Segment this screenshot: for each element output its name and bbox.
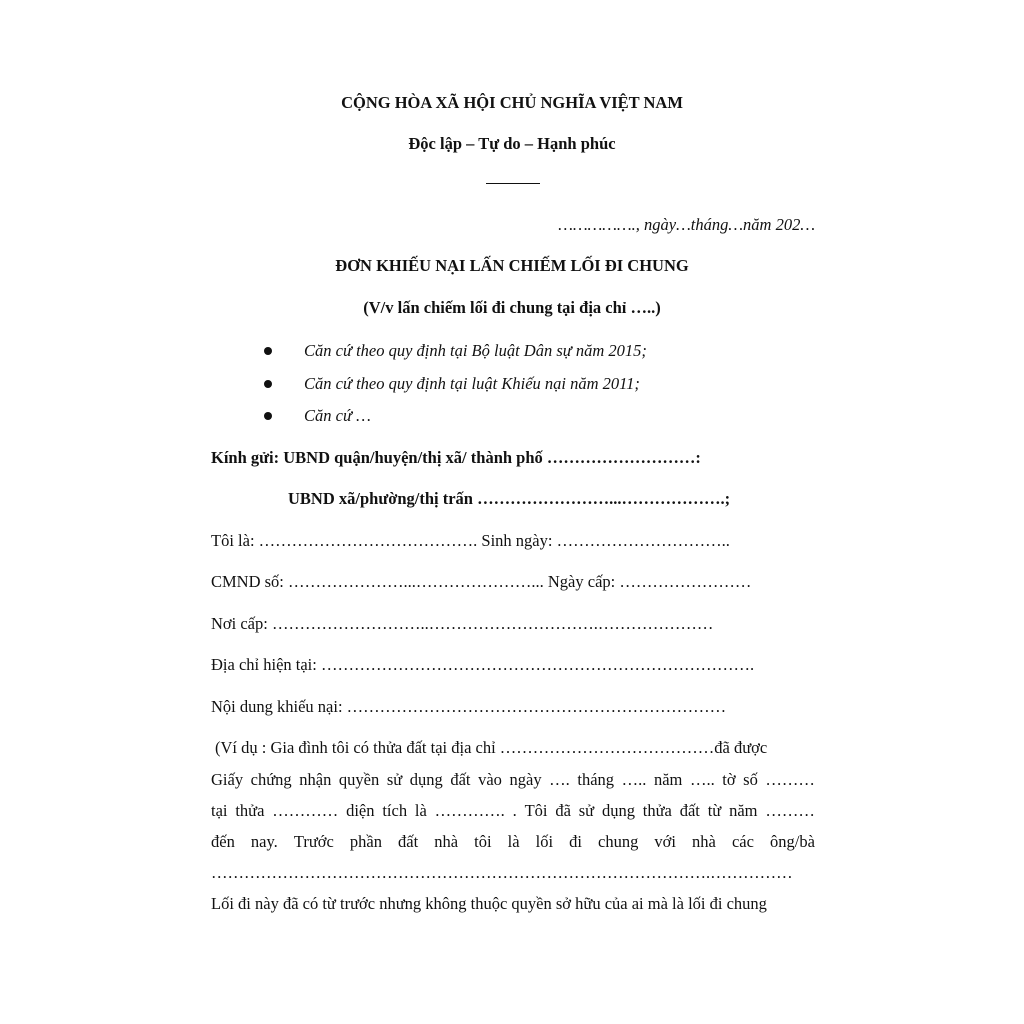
body-word: …………. xyxy=(434,801,505,820)
body-word: ……… xyxy=(765,801,815,820)
body-word: lối xyxy=(535,832,554,851)
legal-basis-item: Căn cứ … xyxy=(304,406,371,425)
body-word: với xyxy=(654,832,676,851)
body-word: Giấy xyxy=(211,770,244,789)
recipient-line-2: UBND xã/phường/thị trấn ……………………...……………….; xyxy=(288,489,731,508)
body-word: dụng xyxy=(601,801,635,820)
body-word: tích xyxy=(382,801,408,820)
body-word: thửa xyxy=(642,801,672,820)
motto: Độc lập – Tự do – Hạnh phúc xyxy=(408,134,616,153)
body-word: đi xyxy=(569,832,582,851)
body-word: ngày xyxy=(509,770,542,789)
document-title: ĐƠN KHIẾU NẠI LẤN CHIẾM LỐI ĐI CHUNG xyxy=(335,256,689,275)
heading-divider xyxy=(486,183,540,184)
body-word: năm xyxy=(729,801,758,820)
body-word: đến xyxy=(211,832,235,851)
body-word: nhà xyxy=(434,832,459,851)
body-word: đất xyxy=(398,832,419,851)
body-word: số xyxy=(743,770,758,789)
body-word: diện xyxy=(346,801,375,820)
body-word: ……… xyxy=(765,770,815,789)
body-word: …. xyxy=(549,770,570,789)
body-word: ….. xyxy=(689,770,715,789)
body-line-1: (Ví dụ : Gia đình tôi có thửa đất tại địa chỉ …………………………………đã được xyxy=(215,738,768,757)
document-subtitle: (V/v lấn chiếm lối đi chung tại địa chỉ …..) xyxy=(363,298,661,317)
body-word: là xyxy=(414,801,427,820)
legal-basis-item: Căn cứ theo quy định tại Bộ luật Dân sự năm 2015; xyxy=(304,341,647,360)
bullet-icon xyxy=(264,412,272,420)
body-word: dụng xyxy=(409,770,443,789)
name-field: Tôi là: …………………………………. Sinh ngày: ………………………….. xyxy=(211,531,730,550)
body-word: tháng xyxy=(577,770,615,789)
body-word: tôi xyxy=(474,832,492,851)
body-word: chung xyxy=(598,832,639,851)
body-line-3 xyxy=(211,801,815,821)
body-word: đã xyxy=(555,801,571,820)
body-word: . xyxy=(512,801,517,820)
body-word: nhà xyxy=(692,832,716,851)
country-heading: CỘNG HÒA XÃ HỘI CHỦ NGHĨA VIỆT NAM xyxy=(341,93,683,112)
body-word: chứng xyxy=(250,770,292,789)
body-line-2 xyxy=(211,770,815,790)
body-word: ông/bà xyxy=(769,832,815,851)
body-word: đất xyxy=(679,801,700,820)
body-word: là xyxy=(507,832,520,851)
body-line-4 xyxy=(211,832,815,852)
bullet-icon xyxy=(264,380,272,388)
recipient-line-1: Kính gửi: UBND quận/huyện/thị xã/ thành phố ………………………: xyxy=(211,448,701,467)
address-field: Địa chỉ hiện tại: ……………………………………………………………………. xyxy=(211,655,755,674)
body-word: các xyxy=(731,832,754,851)
issued-place-field: Nơi cấp: ………………………..………………………….………………… xyxy=(211,614,714,633)
body-word: từ xyxy=(707,801,722,820)
body-word: quyền xyxy=(338,770,380,789)
body-line-5: ……………………………………………………………………………….…………… xyxy=(211,863,793,882)
body-word: thửa xyxy=(235,801,265,820)
id-card-field: CMND số: …………………...…………………... Ngày cấp: …………………… xyxy=(211,572,752,591)
body-word: phần xyxy=(349,832,382,851)
body-word: đất xyxy=(450,770,471,789)
body-word: sử xyxy=(578,801,595,820)
body-word: Trước xyxy=(293,832,334,851)
legal-basis-item: Căn cứ theo quy định tại luật Khiếu nại năm 2011; xyxy=(304,374,640,393)
body-word: sử xyxy=(386,770,403,789)
body-word: tờ xyxy=(722,770,736,789)
date-line: ……………., ngày…tháng…năm 202… xyxy=(558,215,815,234)
bullet-icon xyxy=(264,347,272,355)
complaint-field: Nội dung khiếu nại: …………………………………………………………… xyxy=(211,697,727,716)
body-word: vào xyxy=(478,770,502,789)
body-word: ….. xyxy=(621,770,647,789)
body-word: nhận xyxy=(299,770,332,789)
body-word: nay. xyxy=(250,832,278,851)
body-word: năm xyxy=(653,770,683,789)
body-word: ………… xyxy=(272,801,339,820)
body-word: tại xyxy=(211,801,228,820)
body-word: Tôi xyxy=(524,801,548,820)
body-line-6: Lối đi này đã có từ trước nhưng không thuộc quyền sở hữu của ai mà là lối đi chung xyxy=(211,894,767,913)
